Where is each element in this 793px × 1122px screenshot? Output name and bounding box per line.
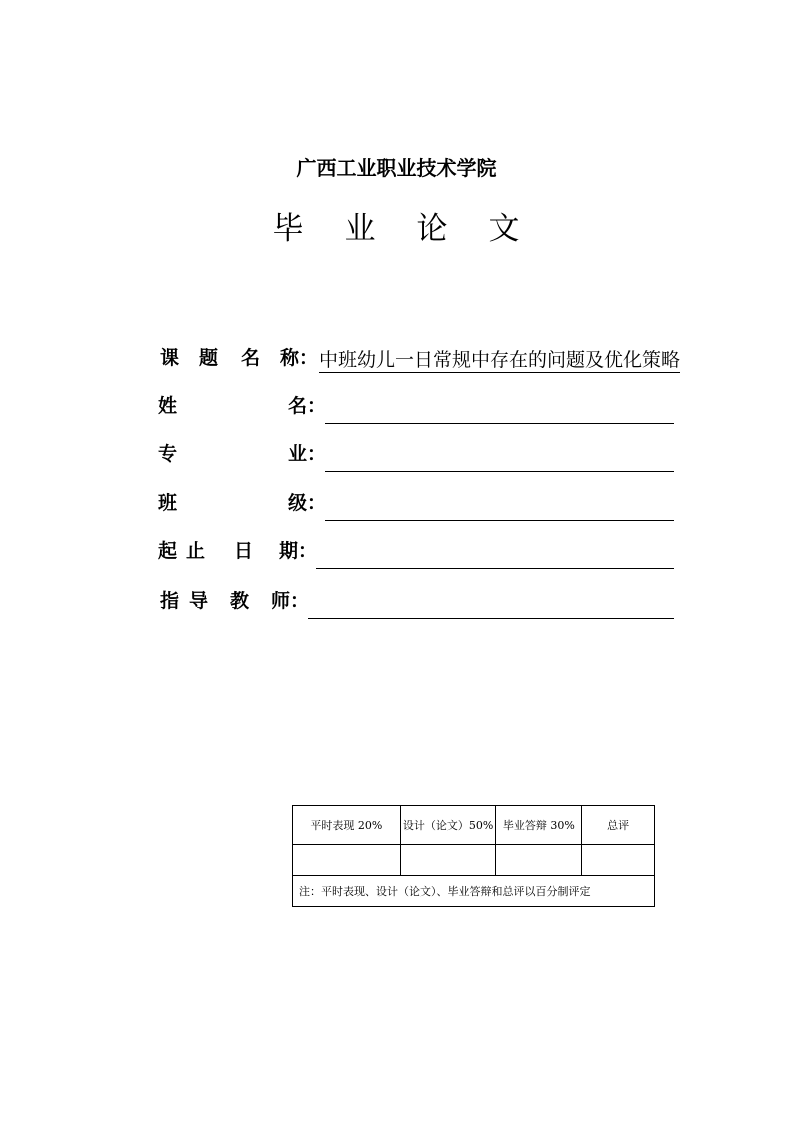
topic-label-char: 名 [241, 347, 261, 369]
advisor-label-char: 导 [189, 590, 209, 612]
grade-note: 注：平时表现、设计（论文）、毕业答辩和总评以百分制评定 [293, 876, 655, 907]
grade-header-cell: 毕业答辩 30% [496, 806, 582, 845]
grade-header-cell: 设计（论文）50% [400, 806, 496, 845]
grade-score-cell[interactable] [496, 845, 582, 876]
dates-field [158, 537, 678, 569]
dates-label-char: 起 [158, 540, 178, 562]
topic-label-char: 课 [160, 347, 180, 369]
grade-header-row [293, 806, 655, 845]
grade-header-cell: 总评 [582, 806, 655, 845]
name-label-char: 名： [288, 395, 327, 417]
title-char: 文 [488, 211, 520, 247]
topic-label-char: 称： [280, 347, 319, 369]
major-label-char: 业： [288, 443, 327, 465]
topic-value[interactable]: 中班幼儿一日常规中存在的问题及优化策略 [319, 345, 680, 373]
class-label-char: 级： [288, 492, 327, 514]
school-name: 广西工业职业技术学院 [296, 156, 497, 180]
title-char: 毕 [272, 211, 304, 247]
topic-label-char: 题 [199, 347, 219, 369]
class-field [158, 489, 678, 521]
grade-score-row [293, 845, 655, 876]
dates-label-char: 止 [186, 540, 206, 562]
major-line[interactable] [325, 445, 674, 472]
major-field [158, 440, 678, 472]
grade-header-cell: 平时表现 20% [293, 806, 401, 845]
class-label-char: 班 [158, 492, 178, 514]
dates-label-char: 日 [234, 540, 254, 562]
grade-score-cell[interactable] [582, 845, 655, 876]
advisor-label-char: 教 [230, 590, 250, 612]
grade-score-cell[interactable] [293, 845, 401, 876]
dates-line[interactable] [316, 542, 674, 569]
topic-field [158, 344, 681, 376]
class-line[interactable] [325, 494, 674, 521]
document-title [270, 203, 530, 249]
advisor-label-char: 指 [160, 590, 180, 612]
title-char: 业 [344, 211, 376, 247]
grade-note-row [293, 876, 655, 907]
advisor-line[interactable] [308, 592, 674, 619]
advisor-field [158, 587, 678, 619]
name-label-char: 姓 [158, 395, 178, 417]
name-line[interactable] [325, 397, 674, 424]
title-char: 论 [416, 211, 448, 247]
grade-table [292, 805, 655, 907]
dates-label-char: 期： [279, 540, 318, 562]
grade-score-cell[interactable] [400, 845, 496, 876]
name-field [158, 392, 678, 424]
advisor-label-char: 师： [271, 590, 310, 612]
major-label-char: 专 [158, 443, 178, 465]
